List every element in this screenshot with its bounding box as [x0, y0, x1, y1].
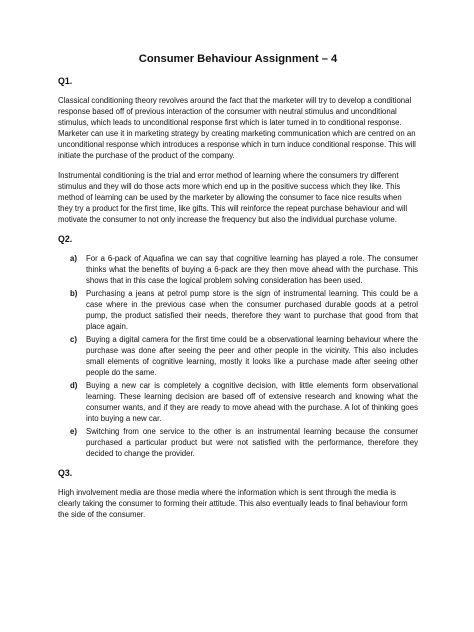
- q1-paragraph-2: Instrumental conditioning is the trial and error method of learning where the consumers try different stimulus and they will do those acts more which end up in the positive success which they like. This method of learning can be used by the marketer by allowing the consumer to face nice results when they try a product for the first time, like gifts. This will reinforce the repeat purchase behaviour and will motivate the consumer to not only increase the frequency but also the individual purchase volume.: [58, 171, 408, 224]
- q3-paragraph-1: High involvement media are those media where the information which is sent through the media is clearly taking the consumer to forming their attitude. This also eventually leads to final behaviour form the side of the consumer.: [58, 488, 408, 519]
- q2-list: [58, 253, 418, 459]
- list-marker: a): [70, 254, 77, 263]
- list-item: [58, 253, 418, 286]
- list-marker: d): [70, 381, 78, 390]
- list-item-text: Switching from one service to the other is an instrumental learning because the consumer purchased a particular product but were not satisfied with the performance, therefore they decided to change the provider.: [86, 427, 418, 458]
- list-marker: b): [70, 289, 78, 298]
- list-marker: e): [70, 427, 77, 436]
- list-item-text: Purchasing a jeans at petrol pump store is the sign of instrumental learning. This could be a case where in the previous case when the consumer purchased durable goods at a petrol pump, the product satisfied their needs, therefore they want to purchase that good from that place again.: [86, 289, 418, 331]
- list-item-text: Buying a digital camera for the first time could be a observational learning behaviour where the purchase was done after seeing the peer and other people in the vicinity. This also includes small elements of cognitive learning, mostly it looks like a purchase made after seeing other people do the same.: [86, 335, 418, 377]
- q1-heading: Q1.: [58, 76, 73, 86]
- list-item: [58, 288, 418, 332]
- list-item: [58, 380, 418, 424]
- list-item-text: For a 6-pack of Aquafina we can say that cognitive learning has played a role. The consumer thinks what the benefits of buying a 6-pack are they then move ahead with the purchase. This shows that in this case the logical problem solving consideration has been used.: [86, 254, 418, 285]
- document-title: Consumer Behaviour Assignment – 4: [138, 53, 338, 65]
- list-item: [58, 334, 418, 378]
- list-marker: c): [70, 335, 77, 344]
- q1-paragraph-1: Classical conditioning theory revolves around the fact that the marketer will try to develop a conditional response based off of previous interaction of the consumer with neutral stimulus and unconditional stimulus, which leads to unconditional response first which is later turned in to conditional response. Marketer can use it in marketing strategy by creating marketing communication which are centred on an unconditional response which introduces a response which in turn induce conditional response. This will initiate the purchase of the product of the company.: [58, 96, 416, 160]
- list-item-text: Buying a new car is completely a cognitive decision, with little elements form observational learning. These learning decision are based off of extensive research and knowing what the consumer wants, and if they are ready to move ahead with the purchase. A lot of thinking goes into buying a new car.: [86, 381, 418, 423]
- q2-heading: Q2.: [58, 234, 73, 244]
- list-item: [58, 426, 418, 459]
- q3-heading: Q3.: [58, 468, 73, 478]
